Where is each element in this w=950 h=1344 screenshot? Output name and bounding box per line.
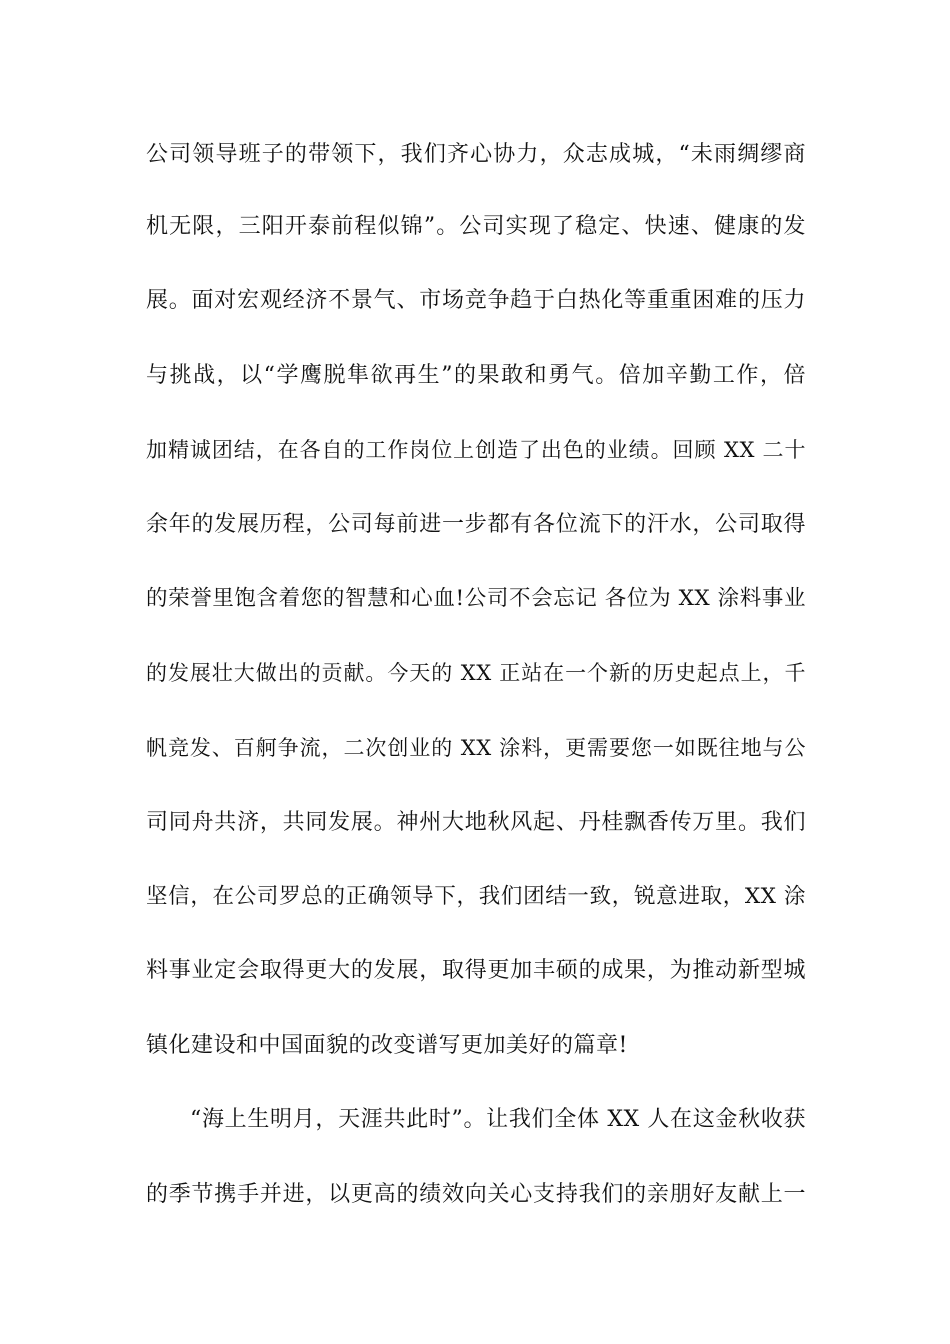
text-line: 展。面对宏观经济不景气、市场竞争趋于白热化等重重困难的压力 bbox=[146, 288, 806, 313]
text-line: 公司领导班子的带领下，我们齐心协力，众志成城，“未雨绸缪商 bbox=[146, 142, 806, 167]
text-line: “海上生明月，天涯共此时”。让我们全体 XX 人在这金秋收获 bbox=[190, 1107, 806, 1132]
text-line: 的季节携手并进，以更高的绩效向关心支持我们的亲朋好友献上一 bbox=[146, 1182, 806, 1207]
text-line: 帆竞发、百舸争流，二次创业的 XX 涂料，更需要您一如既往地与公 bbox=[146, 736, 806, 760]
text-line: 镇化建设和中国面貌的改变谱写更加美好的篇章! bbox=[146, 1033, 628, 1058]
text-line: 坚信，在公司罗总的正确领导下，我们团结一致，锐意进取，XX 涂 bbox=[146, 884, 806, 909]
text-line: 余年的发展历程，公司每前进一步都有各位流下的汗水，公司取得 bbox=[146, 512, 806, 537]
text-line: 与挑战，以“学鹰脱隼欲再生”的果敢和勇气。倍加辛勤工作，倍 bbox=[146, 363, 806, 388]
text-line: 的发展壮大做出的贡献。今天的 XX 正站在一个新的历史起点上，千 bbox=[146, 661, 806, 685]
text-line: 的荣誉里饱含着您的智慧和心血!公司不会忘记 各位为 XX 涂料事业 bbox=[146, 586, 806, 611]
text-line: 加精诚团结，在各自的工作岗位上创造了出色的业绩。回顾 XX 二十 bbox=[146, 438, 806, 462]
text-line: 机无限，三阳开泰前程似锦”。公司实现了稳定、快速、健康的发 bbox=[146, 214, 806, 239]
text-line: 司同舟共济，共同发展。神州大地秋风起、丹桂飘香传万里。我们 bbox=[146, 810, 806, 835]
text-line: 料事业定会取得更大的发展，取得更加丰硕的成果，为推动新型城 bbox=[146, 958, 806, 983]
